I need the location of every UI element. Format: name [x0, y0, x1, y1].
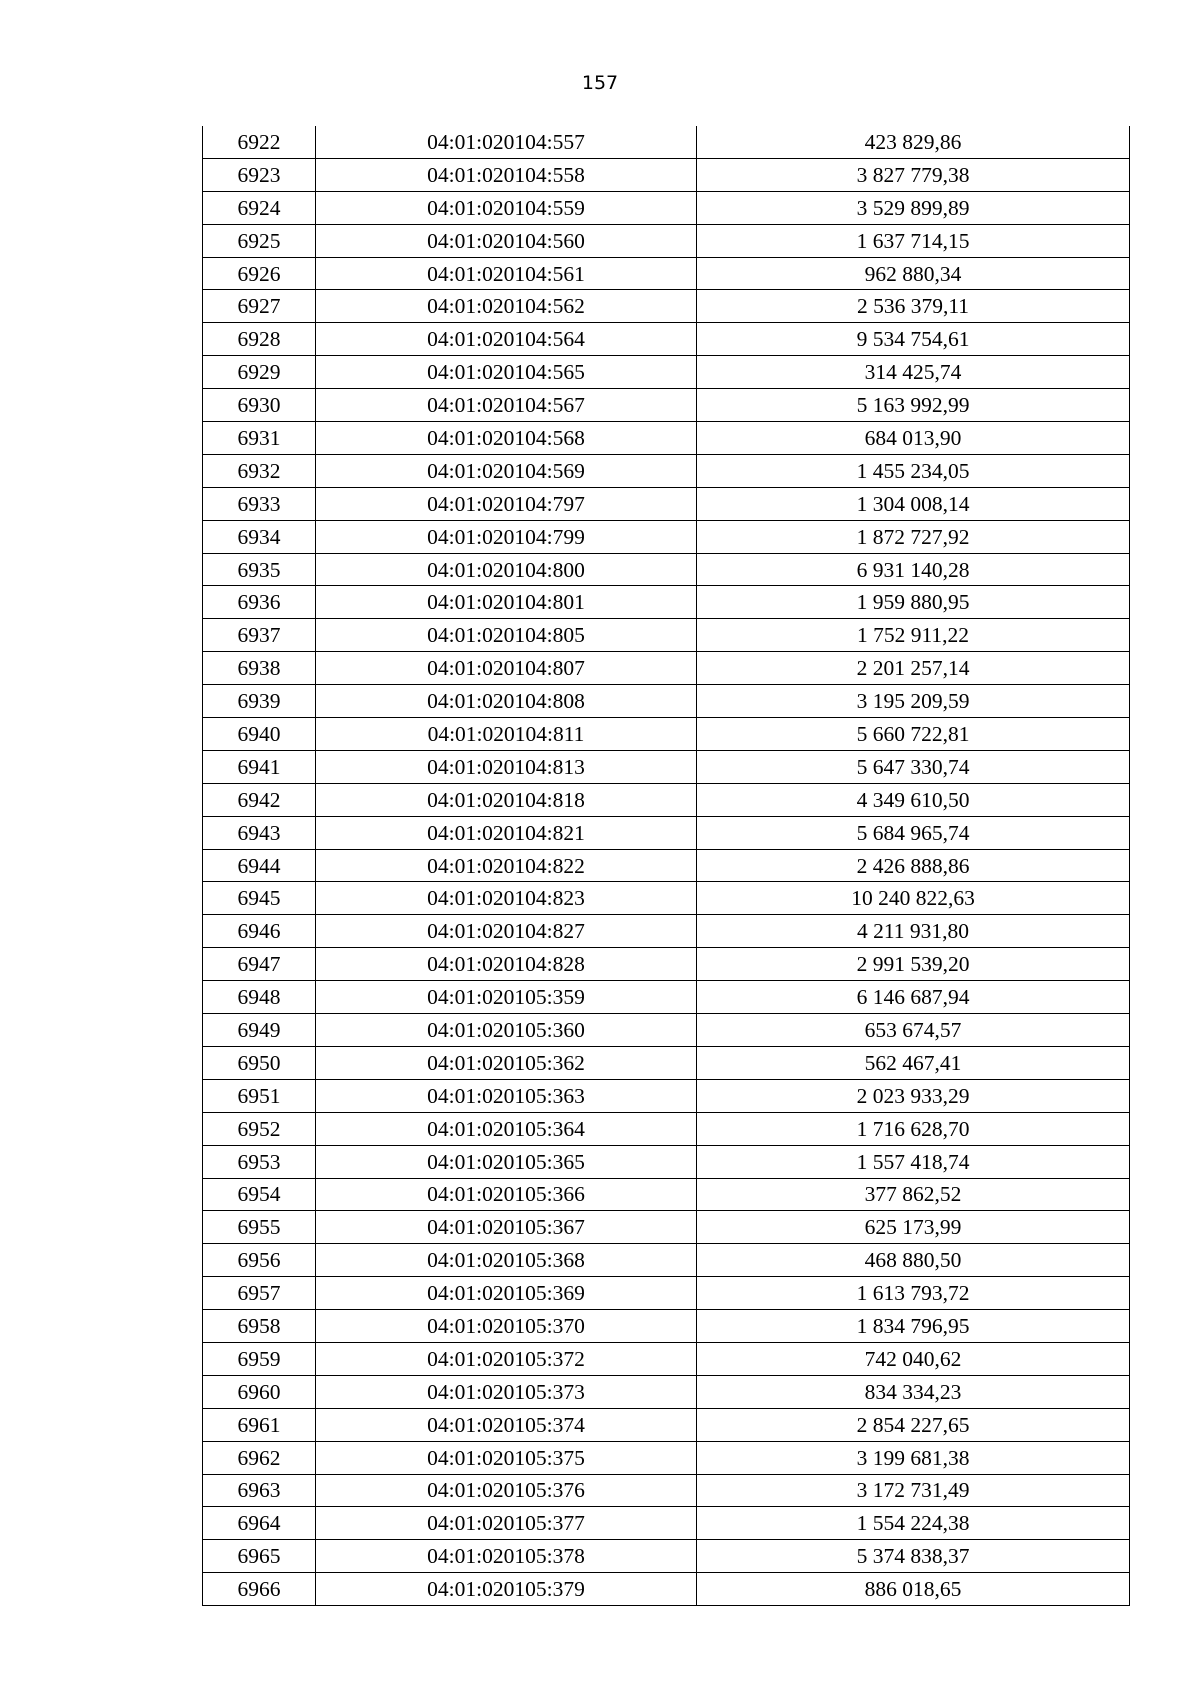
cadastral-number-cell: 04:01:020105:367 [316, 1211, 697, 1244]
table-row [203, 1342, 1130, 1375]
cadastral-number-cell: 04:01:020104:567 [316, 389, 697, 422]
table-row [203, 685, 1130, 718]
row-number-cell: 6928 [203, 323, 316, 356]
cadastral-value-cell: 6 931 140,28 [697, 553, 1130, 586]
table-row [203, 816, 1130, 849]
cadastral-value-cell: 1 637 714,15 [697, 224, 1130, 257]
cadastral-value-cell: 2 536 379,11 [697, 290, 1130, 323]
row-number-cell: 6931 [203, 422, 316, 455]
cadastral-value-cell: 1 557 418,74 [697, 1145, 1130, 1178]
cadastral-value-cell: 2 426 888,86 [697, 849, 1130, 882]
cadastral-number-cell: 04:01:020104:821 [316, 816, 697, 849]
row-number-cell: 6939 [203, 685, 316, 718]
cadastral-value-cell: 5 374 838,37 [697, 1540, 1130, 1573]
row-number-cell: 6933 [203, 487, 316, 520]
cadastral-value-cell: 1 304 008,14 [697, 487, 1130, 520]
row-number-cell: 6935 [203, 553, 316, 586]
cadastral-number-cell: 04:01:020105:373 [316, 1375, 697, 1408]
table-row [203, 1079, 1130, 1112]
table-row [203, 1540, 1130, 1573]
cadastral-number-cell: 04:01:020105:359 [316, 981, 697, 1014]
table-row [203, 1178, 1130, 1211]
cadastral-number-cell: 04:01:020105:376 [316, 1474, 697, 1507]
table-row [203, 1441, 1130, 1474]
cadastral-number-cell: 04:01:020104:827 [316, 915, 697, 948]
cadastral-value-cell: 5 660 722,81 [697, 718, 1130, 751]
row-number-cell: 6956 [203, 1244, 316, 1277]
table-row [203, 1408, 1130, 1441]
cadastral-number-cell: 04:01:020104:828 [316, 948, 697, 981]
cadastral-number-cell: 04:01:020104:801 [316, 586, 697, 619]
table-row [203, 948, 1130, 981]
row-number-cell: 6934 [203, 520, 316, 553]
cadastral-number-cell: 04:01:020104:559 [316, 191, 697, 224]
row-number-cell: 6949 [203, 1014, 316, 1047]
table-row [203, 1211, 1130, 1244]
row-number-cell: 6929 [203, 356, 316, 389]
cadastral-number-cell: 04:01:020104:564 [316, 323, 697, 356]
row-number-cell: 6964 [203, 1507, 316, 1540]
cadastral-value-cell: 5 163 992,99 [697, 389, 1130, 422]
cadastral-number-cell: 04:01:020105:368 [316, 1244, 697, 1277]
cadastral-value-cell: 10 240 822,63 [697, 882, 1130, 915]
cadastral-value-cell: 4 211 931,80 [697, 915, 1130, 948]
cadastral-number-cell: 04:01:020104:823 [316, 882, 697, 915]
cadastral-value-cell: 1 872 727,92 [697, 520, 1130, 553]
cadastral-value-cell: 1 834 796,95 [697, 1310, 1130, 1343]
table-row [203, 915, 1130, 948]
table-row [203, 1507, 1130, 1540]
row-number-cell: 6950 [203, 1046, 316, 1079]
row-number-cell: 6924 [203, 191, 316, 224]
row-number-cell: 6960 [203, 1375, 316, 1408]
cadastral-number-cell: 04:01:020104:805 [316, 619, 697, 652]
table-row [203, 783, 1130, 816]
cadastral-number-cell: 04:01:020105:379 [316, 1573, 697, 1606]
cadastral-value-cell: 562 467,41 [697, 1046, 1130, 1079]
cadastral-value-cell: 468 880,50 [697, 1244, 1130, 1277]
table-row [203, 1014, 1130, 1047]
table-row [203, 191, 1130, 224]
row-number-cell: 6961 [203, 1408, 316, 1441]
row-number-cell: 6932 [203, 454, 316, 487]
cadastral-number-cell: 04:01:020104:807 [316, 652, 697, 685]
cadastral-value-cell: 742 040,62 [697, 1342, 1130, 1375]
cadastral-number-cell: 04:01:020104:813 [316, 750, 697, 783]
cadastral-number-cell: 04:01:020105:370 [316, 1310, 697, 1343]
cadastral-value-cell: 4 349 610,50 [697, 783, 1130, 816]
cadastral-value-cell: 2 023 933,29 [697, 1079, 1130, 1112]
row-number-cell: 6944 [203, 849, 316, 882]
table-row [203, 1112, 1130, 1145]
table-row [203, 290, 1130, 323]
cadastral-value-cell: 1 752 911,22 [697, 619, 1130, 652]
table-row [203, 553, 1130, 586]
row-number-cell: 6942 [203, 783, 316, 816]
row-number-cell: 6966 [203, 1573, 316, 1606]
table-row [203, 1277, 1130, 1310]
row-number-cell: 6954 [203, 1178, 316, 1211]
cadastral-value-cell: 3 195 209,59 [697, 685, 1130, 718]
table-row [203, 323, 1130, 356]
row-number-cell: 6922 [203, 126, 316, 158]
table-row [203, 158, 1130, 191]
row-number-cell: 6927 [203, 290, 316, 323]
cadastral-number-cell: 04:01:020105:378 [316, 1540, 697, 1573]
table-row [203, 1375, 1130, 1408]
cadastral-value-table [202, 126, 1130, 1606]
cadastral-value-cell: 2 854 227,65 [697, 1408, 1130, 1441]
table-row [203, 1474, 1130, 1507]
cadastral-number-cell: 04:01:020104:811 [316, 718, 697, 751]
cadastral-value-cell: 1 959 880,95 [697, 586, 1130, 619]
cadastral-value-cell: 5 684 965,74 [697, 816, 1130, 849]
cadastral-number-cell: 04:01:020104:800 [316, 553, 697, 586]
cadastral-number-cell: 04:01:020105:372 [316, 1342, 697, 1375]
cadastral-value-cell: 314 425,74 [697, 356, 1130, 389]
row-number-cell: 6965 [203, 1540, 316, 1573]
row-number-cell: 6946 [203, 915, 316, 948]
cadastral-value-cell: 962 880,34 [697, 257, 1130, 290]
cadastral-value-cell: 423 829,86 [697, 126, 1130, 158]
row-number-cell: 6959 [203, 1342, 316, 1375]
table-row [203, 1244, 1130, 1277]
table-row [203, 1310, 1130, 1343]
row-number-cell: 6937 [203, 619, 316, 652]
table-row [203, 389, 1130, 422]
row-number-cell: 6947 [203, 948, 316, 981]
cadastral-number-cell: 04:01:020104:558 [316, 158, 697, 191]
row-number-cell: 6955 [203, 1211, 316, 1244]
cadastral-number-cell: 04:01:020105:377 [316, 1507, 697, 1540]
table-row [203, 882, 1130, 915]
cadastral-value-cell: 653 674,57 [697, 1014, 1130, 1047]
row-number-cell: 6948 [203, 981, 316, 1014]
cadastral-number-cell: 04:01:020104:561 [316, 257, 697, 290]
cadastral-number-cell: 04:01:020105:366 [316, 1178, 697, 1211]
table-row [203, 981, 1130, 1014]
table-row [203, 422, 1130, 455]
cadastral-number-cell: 04:01:020105:364 [316, 1112, 697, 1145]
cadastral-value-cell: 3 827 779,38 [697, 158, 1130, 191]
row-number-cell: 6951 [203, 1079, 316, 1112]
cadastral-value-cell: 886 018,65 [697, 1573, 1130, 1606]
row-number-cell: 6958 [203, 1310, 316, 1343]
cadastral-number-cell: 04:01:020104:565 [316, 356, 697, 389]
cadastral-number-cell: 04:01:020105:375 [316, 1441, 697, 1474]
cadastral-value-cell: 1 613 793,72 [697, 1277, 1130, 1310]
cadastral-number-cell: 04:01:020104:799 [316, 520, 697, 553]
cadastral-value-cell: 625 173,99 [697, 1211, 1130, 1244]
cadastral-number-cell: 04:01:020105:363 [316, 1079, 697, 1112]
row-number-cell: 6963 [203, 1474, 316, 1507]
cadastral-value-cell: 684 013,90 [697, 422, 1130, 455]
table-body [203, 126, 1130, 1606]
row-number-cell: 6940 [203, 718, 316, 751]
cadastral-value-cell: 377 862,52 [697, 1178, 1130, 1211]
row-number-cell: 6962 [203, 1441, 316, 1474]
table-row [203, 356, 1130, 389]
table-row [203, 1573, 1130, 1606]
row-number-cell: 6952 [203, 1112, 316, 1145]
cadastral-number-cell: 04:01:020105:365 [316, 1145, 697, 1178]
table-row [203, 586, 1130, 619]
cadastral-value-cell: 5 647 330,74 [697, 750, 1130, 783]
table-row [203, 520, 1130, 553]
cadastral-number-cell: 04:01:020105:369 [316, 1277, 697, 1310]
cadastral-number-cell: 04:01:020104:797 [316, 487, 697, 520]
table-row [203, 718, 1130, 751]
table-row [203, 257, 1130, 290]
table-row [203, 126, 1130, 158]
cadastral-number-cell: 04:01:020104:569 [316, 454, 697, 487]
row-number-cell: 6943 [203, 816, 316, 849]
cadastral-value-cell: 2 201 257,14 [697, 652, 1130, 685]
cadastral-value-cell: 9 534 754,61 [697, 323, 1130, 356]
cadastral-number-cell: 04:01:020105:374 [316, 1408, 697, 1441]
table-row [203, 652, 1130, 685]
cadastral-number-cell: 04:01:020105:360 [316, 1014, 697, 1047]
cadastral-value-cell: 3 199 681,38 [697, 1441, 1130, 1474]
page-number: 157 [581, 72, 619, 94]
row-number-cell: 6930 [203, 389, 316, 422]
row-number-cell: 6936 [203, 586, 316, 619]
cadastral-value-cell: 3 172 731,49 [697, 1474, 1130, 1507]
table-row [203, 1046, 1130, 1079]
cadastral-number-cell: 04:01:020104:822 [316, 849, 697, 882]
cadastral-value-cell: 1 716 628,70 [697, 1112, 1130, 1145]
row-number-cell: 6953 [203, 1145, 316, 1178]
row-number-cell: 6938 [203, 652, 316, 685]
row-number-cell: 6941 [203, 750, 316, 783]
row-number-cell: 6957 [203, 1277, 316, 1310]
cadastral-number-cell: 04:01:020104:818 [316, 783, 697, 816]
cadastral-number-cell: 04:01:020105:362 [316, 1046, 697, 1079]
cadastral-value-cell: 3 529 899,89 [697, 191, 1130, 224]
row-number-cell: 6925 [203, 224, 316, 257]
table-row [203, 487, 1130, 520]
cadastral-number-cell: 04:01:020104:557 [316, 126, 697, 158]
row-number-cell: 6945 [203, 882, 316, 915]
table-row [203, 454, 1130, 487]
cadastral-value-cell: 1 455 234,05 [697, 454, 1130, 487]
row-number-cell: 6926 [203, 257, 316, 290]
row-number-cell: 6923 [203, 158, 316, 191]
table-row [203, 1145, 1130, 1178]
cadastral-value-cell: 6 146 687,94 [697, 981, 1130, 1014]
table-row [203, 224, 1130, 257]
table-row [203, 619, 1130, 652]
cadastral-number-cell: 04:01:020104:560 [316, 224, 697, 257]
cadastral-value-cell: 834 334,23 [697, 1375, 1130, 1408]
cadastral-number-cell: 04:01:020104:568 [316, 422, 697, 455]
cadastral-number-cell: 04:01:020104:562 [316, 290, 697, 323]
table-row [203, 750, 1130, 783]
cadastral-value-cell: 1 554 224,38 [697, 1507, 1130, 1540]
cadastral-value-cell: 2 991 539,20 [697, 948, 1130, 981]
table-row [203, 849, 1130, 882]
cadastral-number-cell: 04:01:020104:808 [316, 685, 697, 718]
